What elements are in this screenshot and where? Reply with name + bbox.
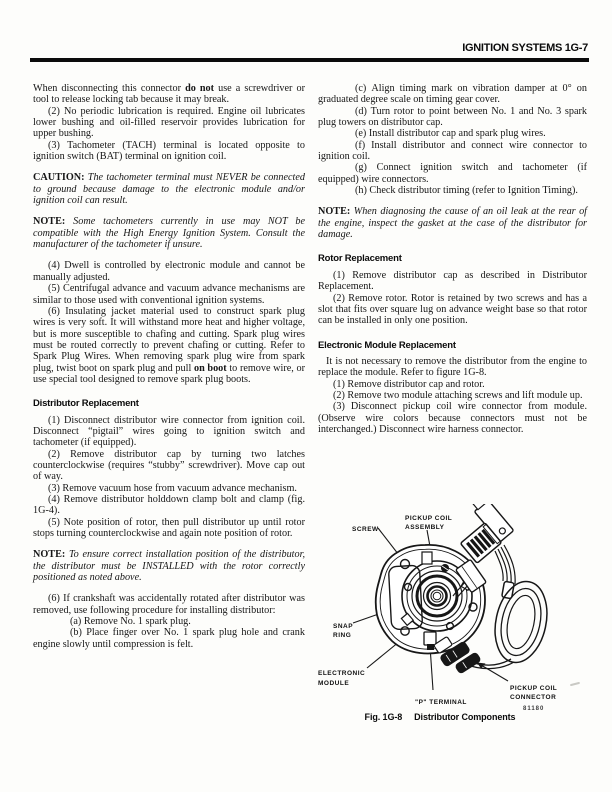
- paragraph: (4) Dwell is controlled by electronic module and cannot be manually adjusted.: [33, 260, 305, 283]
- paragraph: (c) Align timing mark on vibration damper at 0° on graduated degree scale on timing gear cover.: [318, 83, 587, 106]
- paragraph: (g) Connect ignition switch and tachometer (if equipped) wire connectors.: [318, 162, 587, 185]
- paragraph: (4) Remove distributor holddown clamp bolt and clamp (fig. 1G-4).: [33, 494, 305, 517]
- figure-label-electronic-module-2: MODULE: [318, 680, 350, 687]
- figure-label-screw: SCREW: [352, 526, 379, 533]
- header-rule: [30, 58, 589, 62]
- assembly-tab: [422, 552, 432, 564]
- paragraph: (2) Remove rotor. Rotor is retained by two screws and has a slot that fits over square lug on advance weight base so that rotor can be installed in only one position.: [318, 292, 587, 327]
- note-paragraph: NOTE: When diagnosing the cause of an oil leak at the rear of the engine, inspect the gasket at the case of the distributor for damage.: [318, 206, 587, 241]
- figure-label-snap-ring-2: RING: [333, 632, 352, 639]
- paragraph: It is not necessary to remove the distributor from the engine to replace the module. Refer to figure 1G-8.: [318, 355, 587, 379]
- figure-label-pickup-coil-connector: PICKUP COIL: [510, 685, 558, 692]
- paragraph: (5) Note position of rotor, then pull distributor up until rotor stops turning counterclockwise and again note position of rotor.: [33, 516, 305, 540]
- figure-label-p-terminal: "P" TERMINAL: [415, 699, 467, 706]
- paragraph: (3) Remove vacuum hose from vacuum advance mechanism.: [48, 482, 297, 494]
- paragraph: When disconnecting this connector do not use a screwdriver or tool to release locking tab because it may break.: [33, 83, 305, 106]
- section-heading: Rotor Replacement: [318, 253, 402, 265]
- section-heading: Distributor Replacement: [33, 398, 139, 410]
- wire-loop: [488, 577, 554, 668]
- left-column: [33, 83, 305, 650]
- figure-part-number: 81180: [523, 706, 545, 712]
- paragraph: (6) If crankshaft was accidentally rotated after distributor was removed, use following procedure for installing distributor:: [33, 593, 305, 616]
- note-paragraph: NOTE: To ensure correct installation position of the distributor, the distributor must be INSTALLED with the rotor correctly positioned as noted above.: [33, 549, 305, 584]
- paragraph: (2) Remove distributor cap by turning two latches counterclockwise (requires “stubby” screwdriver). Move cap out of way.: [33, 448, 305, 483]
- paragraph: (f) Install distributor and connect wire connector to ignition coil.: [318, 139, 587, 163]
- figure-caption: [318, 712, 562, 723]
- paragraph: (3) Disconnect pickup coil wire connector from module. (Observe wire colors because connectors must not be interchanged.) Disconnect wire harness connector.: [318, 401, 587, 435]
- section-heading: Electronic Module Replacement: [318, 339, 456, 351]
- paragraph: (d) Turn rotor to point between No. 1 and No. 3 spark plug towers on distributor cap.: [318, 105, 587, 129]
- figure-label-pickup-coil-assembly-2: ASSEMBLY: [405, 524, 445, 531]
- figure-label-pickup-coil-assembly: PICKUP COIL: [405, 515, 453, 522]
- note-paragraph: NOTE: Some tachometers currently in use may NOT be compatible with the High Energy Ignition System. Consult the manufacturer of the tachometer if unsure.: [33, 216, 305, 251]
- figure-caption-title: Distributor Components: [414, 712, 516, 722]
- figure-label-snap-ring: SNAP: [333, 623, 354, 630]
- paragraph: (a) Remove No. 1 spark plug.: [70, 616, 191, 628]
- paragraph: (3) Tachometer (TACH) terminal is located opposite to ignition switch (BAT) terminal on ignition coil.: [33, 139, 305, 163]
- paragraph: (1) Disconnect distributor wire connector from ignition coil. Disconnect “pigtail” wires going to ignition switch and tachometer (if equipped).: [33, 414, 305, 449]
- paragraph: (2) No periodic lubrication is required. Engine oil lubricates lower bushing and oil-filled reservoir provides lubrication for upper bushing.: [33, 105, 305, 140]
- paragraph: (1) Remove distributor cap as described in Distributor Replacement.: [318, 269, 587, 293]
- paragraph: (1) Remove distributor cap and rotor.: [333, 378, 485, 390]
- paragraph: (5) Centrifugal advance and vacuum advance mechanisms are similar to those used with conventional ignition systems.: [33, 283, 305, 306]
- paragraph: (6) Insulating jacket material used to construct spark plug wires is very soft. It will withstand more heat and higher voltage, but is more susceptible to chafing and cutting. Spark plug wires must be routed correctly to prevent chafing or cutting. Refer to Spark Plug Wires. When removing spark plug wire from spark plug, twist boot on spark plug and pull on boot to remove wire, or use special tool designed to remove spark plug boots.: [33, 305, 305, 385]
- paragraph: (e) Install distributor cap and spark plug wires.: [355, 128, 546, 140]
- figure-label-electronic-module: ELECTRONIC: [318, 670, 366, 677]
- paragraph: (b) Place finger over No. 1 spark plug hole and crank engine slowly until compression is felt.: [33, 627, 305, 650]
- distributor-components-figure: [315, 504, 593, 716]
- figure-label-pickup-coil-connector-2: CONNECTOR: [510, 694, 557, 701]
- page-header: IGNITION SYSTEMS 1G-7: [462, 42, 588, 54]
- right-column: [318, 83, 587, 435]
- paragraph: (h) Check distributor timing (refer to Ignition Timing).: [355, 185, 578, 197]
- note-paragraph: CAUTION: The tachometer terminal must NEVER be connected to ground because damage to the electronic module and/or ignition coil can result.: [33, 172, 305, 207]
- figure-caption-label: Fig. 1G-8: [364, 712, 403, 722]
- paragraph: (2) Remove two module attaching screws and lift module up.: [333, 389, 583, 401]
